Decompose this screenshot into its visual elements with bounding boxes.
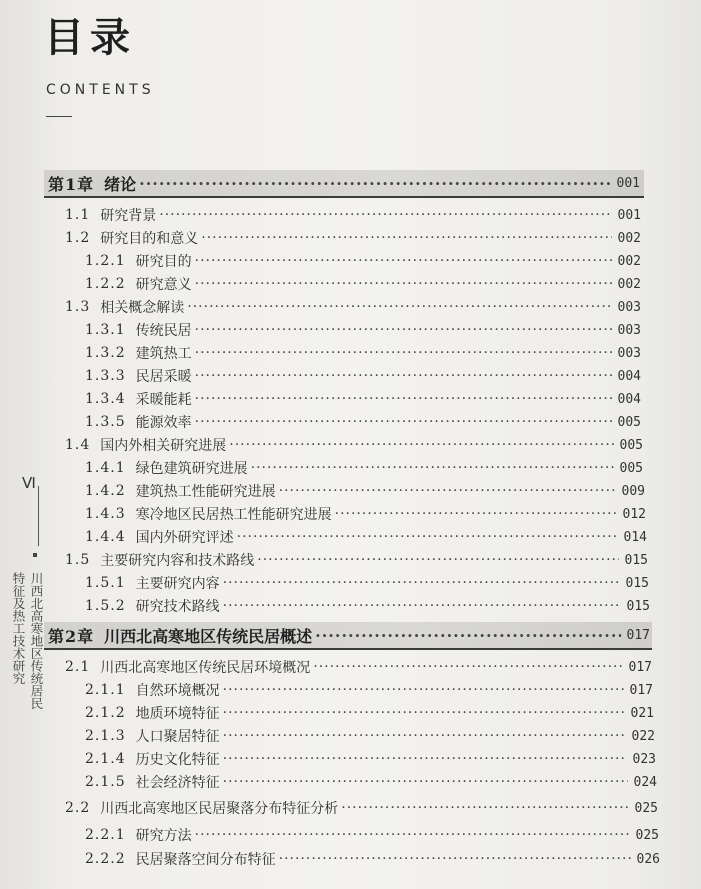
toc-entry-page: 002	[617, 253, 641, 269]
toc-entry	[65, 296, 641, 318]
toc-entry	[85, 572, 649, 594]
toc-entry-title: 建筑热工性能研究进展	[135, 484, 276, 500]
dot-leader	[139, 174, 610, 193]
toc-entry-page: 009	[621, 483, 645, 499]
toc-entry	[65, 204, 641, 226]
toc-entry-title: 人口聚居特征	[135, 729, 220, 745]
toc-entry-page: 025	[634, 800, 658, 816]
toc-entry-title: 民居采暖	[135, 369, 192, 385]
toc-entry-title: 川西北高寒地区民居聚落分布特征分析	[100, 801, 339, 817]
toc-entry-number: 1.4	[65, 437, 91, 453]
toc-entry-title: 主要研究内容	[135, 576, 220, 592]
dot-leader	[223, 598, 621, 614]
dot-leader	[195, 322, 612, 338]
dot-leader	[195, 253, 612, 269]
toc-entry-page: 014	[623, 529, 647, 545]
toc-entry-title: 地质环境特征	[135, 706, 220, 722]
dot-leader	[195, 368, 612, 384]
dot-leader	[223, 728, 626, 744]
toc-entry	[85, 848, 660, 870]
toc-entry-number: 2.2	[65, 800, 91, 816]
toc-entry-number: 2.1.3	[85, 728, 126, 744]
toc-entry-number: 1.3.2	[85, 345, 126, 361]
dot-leader	[257, 552, 618, 568]
toc-entry-title: 国内外相关研究进展	[100, 438, 227, 454]
toc-entry-page: 003	[617, 345, 641, 361]
toc-entry-page: 001	[616, 175, 640, 191]
toc-entry-number: 2.1.2	[85, 705, 126, 721]
toc-entry-page: 015	[624, 552, 648, 568]
toc-entry-page: 005	[619, 460, 643, 476]
contents-title-zh: 目录	[44, 14, 136, 61]
toc-entry-title: 自然环境概况	[135, 683, 220, 699]
toc-entry-title: 研究意义	[135, 277, 192, 293]
dot-leader	[201, 230, 611, 246]
toc-entry-title: 川西北高寒地区传统民居概述	[104, 626, 313, 646]
toc-entry-page: 003	[617, 299, 641, 315]
toc-entry-page: 017	[629, 682, 653, 698]
dot-leader	[279, 483, 616, 499]
toc-entry-title: 采暖能耗	[135, 392, 192, 408]
toc-entry-number: 1.3.4	[85, 391, 126, 407]
toc-entry-number: 1.3.5	[85, 414, 126, 430]
toc-entry-page: 022	[631, 728, 655, 744]
toc-entry	[85, 480, 645, 502]
running-title-col1: 川西北高寒地区传统居民	[29, 572, 44, 710]
toc-entry-number: 1.2	[65, 230, 91, 246]
toc-entry-number: 第2章	[48, 626, 95, 646]
toc-entry	[65, 656, 652, 678]
toc-entry-page: 002	[617, 276, 641, 292]
toc-entry-title: 建筑热工	[135, 346, 192, 362]
dot-leader	[223, 774, 628, 790]
toc-entry	[48, 172, 640, 194]
toc-entry-title: 社会经济特征	[135, 775, 220, 791]
toc-entry-number: 1.2.2	[85, 276, 126, 292]
toc-entry-title: 研究目的	[135, 254, 192, 270]
toc-entry-page: 015	[626, 598, 650, 614]
toc-entry-number: 2.1.4	[85, 751, 126, 767]
toc-entry-number: 第1章	[48, 174, 95, 194]
toc-entry	[65, 227, 641, 249]
toc-entry	[65, 797, 658, 819]
toc-entry-page: 012	[622, 506, 646, 522]
toc-entry-title: 民居聚落空间分布特征	[135, 852, 276, 868]
toc-entry-title: 研究目的和意义	[100, 231, 199, 247]
toc-entry	[85, 771, 657, 793]
toc-entry-page: 017	[628, 659, 652, 675]
toc-entry-title: 川西北高寒地区传统民居环境概况	[100, 660, 311, 676]
toc-entry-page: 021	[630, 705, 654, 721]
toc-entry-title: 相关概念解读	[100, 300, 185, 316]
toc-entry-title: 研究背景	[100, 208, 157, 224]
toc-entry	[85, 702, 654, 724]
toc-entry-page: 025	[635, 827, 659, 843]
toc-entry	[65, 434, 643, 456]
dot-leader	[223, 682, 624, 698]
dot-leader	[195, 827, 630, 843]
toc-entry	[85, 411, 641, 433]
toc-entry-page: 024	[633, 774, 657, 790]
toc-entry-number: 1.4.2	[85, 483, 126, 499]
toc-entry	[65, 549, 648, 571]
toc-entry	[85, 250, 641, 272]
toc-entry	[85, 365, 641, 387]
toc-entry-title: 传统民居	[135, 323, 192, 339]
toc-entry	[85, 273, 641, 295]
toc-entry-page: 026	[636, 851, 660, 867]
toc-entry-page: 004	[617, 368, 641, 384]
toc-entry-page: 001	[617, 207, 641, 223]
toc-entry-number: 2.1.5	[85, 774, 126, 790]
running-title-col2: 特征及热工技术研究	[11, 572, 26, 685]
dot-leader	[341, 800, 628, 816]
dot-leader	[223, 575, 620, 591]
toc-entry-number: 1.4.4	[85, 529, 126, 545]
dot-leader	[315, 626, 620, 645]
toc-entry-number: 1.3.3	[85, 368, 126, 384]
toc-entry-title: 研究技术路线	[135, 599, 220, 615]
toc-entry-page: 005	[617, 414, 641, 430]
dot-leader	[229, 437, 613, 453]
toc-entry	[85, 679, 653, 701]
dot-leader	[195, 276, 612, 292]
toc-entry-number: 2.1.1	[85, 682, 126, 698]
toc-entry	[85, 595, 650, 617]
toc-entry-page: 004	[617, 391, 641, 407]
toc-entry-title: 寒冷地区民居热工性能研究进展	[135, 507, 332, 523]
toc-entry-title: 主要研究内容和技术路线	[100, 553, 255, 569]
toc-entry-page: 015	[625, 575, 649, 591]
contents-title-en: CONTENTS	[46, 82, 155, 98]
toc-entry-page: 002	[617, 230, 641, 246]
page-number: Ⅵ	[22, 474, 36, 492]
toc-entry-title: 历史文化特征	[135, 752, 220, 768]
toc-entry-title: 国内外研究评述	[135, 530, 234, 546]
toc-entry-number: 1.5	[65, 552, 91, 568]
toc-entry-number: 1.4.1	[85, 460, 126, 476]
dot-leader	[279, 851, 631, 867]
toc-entry-number: 2.1	[65, 659, 91, 675]
toc-entry	[85, 526, 647, 548]
chapter-1-rule	[44, 196, 644, 198]
dot-leader	[195, 345, 612, 361]
dot-leader	[195, 391, 612, 407]
dot-leader	[313, 659, 622, 675]
dot-leader	[195, 414, 612, 430]
dot-leader	[251, 460, 614, 476]
toc-entry-number: 1.4.3	[85, 506, 126, 522]
toc-entry-number: 2.2.1	[85, 827, 126, 843]
toc-entry-title: 研究方法	[135, 828, 192, 844]
toc-entry	[48, 624, 650, 646]
toc-entry-title: 绿色建筑研究进展	[135, 461, 248, 477]
chapter-2-rule	[44, 648, 652, 650]
dot-leader	[187, 299, 611, 315]
toc-entry-number: 1.3.1	[85, 322, 126, 338]
toc-entry	[85, 748, 656, 770]
toc-entry-page: 023	[632, 751, 656, 767]
toc-entry	[85, 342, 641, 364]
toc-entry	[85, 824, 659, 846]
toc-entry-number: 2.2.2	[85, 851, 126, 867]
toc-entry	[85, 725, 655, 747]
toc-entry-page: 017	[626, 627, 650, 643]
toc-entry-number: 1.3	[65, 299, 91, 315]
toc-entry-page: 003	[617, 322, 641, 338]
toc-entry-number: 1.5.2	[85, 598, 126, 614]
dot-leader	[159, 207, 611, 223]
toc-entry-title: 能源效率	[135, 415, 192, 431]
toc-entry-number: 1.2.1	[85, 253, 126, 269]
toc-entry	[85, 457, 643, 479]
toc-entry-number: 1.1	[65, 207, 91, 223]
dot-leader	[223, 751, 627, 767]
dot-leader	[335, 506, 617, 522]
toc-entry-title: 绪论	[104, 174, 137, 194]
toc-entry-number: 1.5.1	[85, 575, 126, 591]
toc-entry	[85, 503, 646, 525]
toc-entry	[85, 319, 641, 341]
toc-entry-page: 005	[619, 437, 643, 453]
dot-leader	[223, 705, 625, 721]
dot-leader	[237, 529, 618, 545]
toc-entry	[85, 388, 641, 410]
